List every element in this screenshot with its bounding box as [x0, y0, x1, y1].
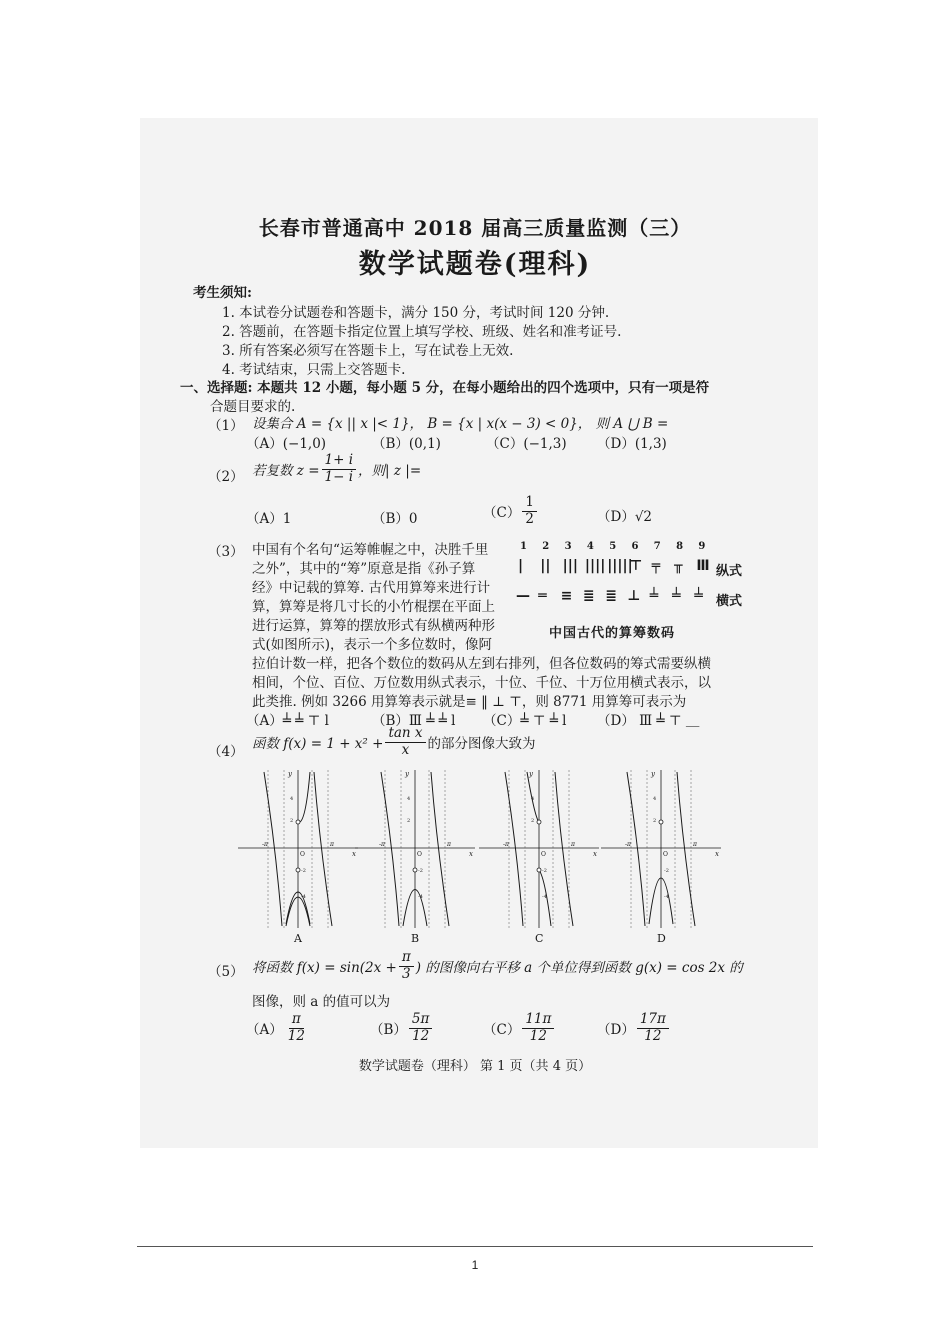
- q4-frac-den: x: [401, 741, 410, 758]
- section-heading: 一、选择题: 本题共 12 小题，每小题 5 分，在每小题给出的四个选项中，只有一项是符: [180, 380, 710, 396]
- notice-item: 4. 考试结束，只需上交答题卡.: [222, 362, 406, 378]
- rods-caption: 中国古代的算筹数码: [549, 626, 676, 641]
- q2-stem-suffix: ，则| z |=: [358, 463, 422, 480]
- rod-digit: 3: [564, 541, 572, 552]
- origin-label: O: [663, 851, 668, 858]
- q5-option-a: [246, 1012, 310, 1044]
- q3-text-line: 进行运算，算筹的摆放形式有纵横两种形: [252, 618, 495, 634]
- tick-label-pi: π: [330, 841, 334, 848]
- exam-header: 长春市普通高中 2018 届高三质量监测（三）: [258, 216, 692, 240]
- vertical-rod: |: [518, 558, 524, 574]
- q5-option-d-den: 12: [644, 1027, 662, 1044]
- rod-digit: 2: [542, 541, 550, 552]
- x-axis-label: x: [593, 850, 597, 858]
- tick-label-neg-pi: -π: [379, 841, 385, 848]
- horizontal-rod: ╧: [694, 588, 703, 604]
- curve-outer-left: [505, 772, 523, 926]
- tick-label: -4: [418, 894, 423, 900]
- q3-text-line: 相间，个位、百位、万位数用纵式表示，十位、千位、十万位用横式表示，以: [252, 675, 711, 691]
- curve-outer-left: [264, 772, 282, 926]
- tick-label-neg-pi: -π: [503, 841, 509, 848]
- q2-option-b: （B）0: [372, 511, 418, 527]
- vertical-form-label: 纵式: [716, 564, 743, 579]
- q3-option-a: （A）╧ ╧ ⊤ ⅼ: [246, 713, 329, 729]
- curve-outer-right: [677, 772, 695, 926]
- q5-option-c-num: 11π: [522, 1012, 554, 1029]
- q5-option-a-frac: [285, 1012, 308, 1044]
- curve-outer-right: [314, 772, 332, 926]
- rod-digit: 9: [698, 541, 706, 552]
- q5-stem-line2: 图像，则 a 的值可以为: [252, 994, 391, 1010]
- q5-stem: [252, 950, 743, 982]
- q5-stem-frac-den: 3: [401, 965, 411, 982]
- q4-fraction: [385, 726, 425, 758]
- graph-label: D: [657, 932, 666, 945]
- graph-panel: [355, 770, 475, 945]
- q2-option-c: [483, 495, 539, 527]
- q2-option-a: （A）1: [246, 511, 292, 527]
- horizontal-rod: ≡: [560, 588, 573, 604]
- q5-stem-fraction: [399, 950, 414, 982]
- graph-panel: [238, 770, 358, 945]
- x-axis-label: x: [469, 850, 473, 858]
- q5-option-d-label: （D）: [597, 1022, 635, 1039]
- q2-stem-prefix: 若复数 z =: [252, 463, 320, 480]
- tick-label: 2: [290, 818, 294, 824]
- vertical-rod: ||||: [584, 558, 606, 574]
- vertical-rod: ╥: [674, 558, 683, 574]
- open-point: [659, 820, 663, 824]
- tick-label: 2: [531, 818, 535, 824]
- tick-label: 4: [407, 796, 411, 802]
- tick-label: 4: [653, 796, 657, 802]
- q3-text-line: 拉伯计数一样，把各个数位的数码从左到右排列，但各位数码的筹式需要纵横: [252, 656, 711, 672]
- q5-option-d-frac: [637, 1012, 669, 1044]
- horizontal-rod: ╧: [649, 588, 659, 604]
- open-point: [537, 820, 541, 824]
- vertical-rod: ||: [540, 558, 551, 574]
- notice-item: 1. 本试卷分试题卷和答题卡，满分 150 分，考试时间 120 分钟.: [222, 305, 610, 321]
- vertical-rod: ╤: [651, 558, 661, 574]
- q1-option-b: （B）(0,1): [372, 436, 441, 452]
- q2-frac-num: 1+ i: [322, 453, 357, 470]
- rod-digit: 8: [676, 541, 684, 552]
- rod-digit: 4: [586, 541, 594, 552]
- vertical-rod: ⊤: [629, 558, 643, 574]
- q2-option-c-num: 1: [522, 495, 537, 512]
- vertical-rod: |||||: [607, 558, 633, 574]
- x-axis-label: x: [352, 850, 356, 858]
- tick-label: -4: [542, 894, 547, 900]
- q5-option-c-frac: [522, 1012, 554, 1044]
- q3-text-line: 式(如图所示)，表示一个多位数时，像阿: [252, 637, 493, 653]
- horizontal-rod: —: [516, 588, 530, 604]
- tick-label-pi: π: [571, 841, 575, 848]
- q2-option-c-frac: [522, 495, 537, 527]
- y-axis-label: y: [529, 770, 533, 778]
- vertical-rod: |||: [562, 558, 578, 574]
- notice-title: 考生须知:: [193, 285, 252, 301]
- scan-page-footer: 数学试题卷（理科） 第 1 页（共 4 页）: [358, 1059, 592, 1074]
- q5-option-c: [483, 1012, 556, 1044]
- q2-frac-den: 1− i: [324, 468, 354, 485]
- q5-option-d: [597, 1012, 671, 1044]
- tick-label: 2: [653, 818, 657, 824]
- rod-digit: 5: [609, 541, 617, 552]
- y-axis-label: y: [405, 770, 409, 778]
- curve-right: [300, 772, 310, 822]
- q4-number: （4）: [208, 744, 244, 760]
- q3-text-line: 中国有个名句“运筹帷幄之中，决胜千里: [252, 542, 489, 558]
- q1-option-c: （C）(−1,3): [486, 436, 567, 452]
- q5-stem-frac-num: π: [399, 950, 414, 967]
- horizontal-rod: ⊥: [627, 588, 641, 604]
- vertical-rod: Ⅲ: [696, 558, 710, 574]
- q5-stem-a: 将函数 f(x) = sin(2x +: [252, 960, 397, 977]
- q1-number: （1）: [208, 418, 244, 434]
- graph-panel: [479, 770, 599, 945]
- q2-number: （2）: [208, 469, 244, 485]
- q5-option-b-num: 5π: [409, 1012, 432, 1029]
- q5-option-a-den: 12: [287, 1027, 305, 1044]
- q5-option-d-num: 17π: [637, 1012, 669, 1029]
- curve-outer-left: [627, 772, 645, 926]
- open-point: [537, 868, 541, 872]
- q5-option-b: [370, 1012, 434, 1044]
- graph-label: A: [294, 932, 302, 945]
- tick-label: -2: [664, 868, 669, 874]
- q4-stem-suffix: 的部分图像大致为: [427, 736, 536, 753]
- curve-outer-right: [555, 772, 573, 926]
- origin-label: O: [541, 851, 546, 858]
- q3-text-line: 之外”，其中的“筹”原意是指《孙子算: [252, 561, 476, 577]
- horizontal-rod: ═: [538, 588, 547, 604]
- tick-label-neg-pi: -π: [625, 841, 631, 848]
- tick-label: -4: [301, 894, 306, 900]
- horizontal-form-label: 横式: [716, 594, 743, 609]
- q5-stem-b: ) 的图像向右平移 a 个单位得到函数 g(x) = cos 2x 的: [415, 960, 743, 977]
- curve-outer-left: [381, 772, 399, 926]
- tick-label: 4: [290, 796, 294, 802]
- y-axis-label: y: [651, 770, 655, 778]
- tick-label: 4: [531, 796, 535, 802]
- q3-number: （3）: [208, 544, 244, 560]
- q3-option-b: （B）Ⅲ ╧ ╧ ⅼ: [372, 713, 456, 729]
- q3-text-line: 此类推. 例如 3266 用算筹表示就是≡ ‖ ⊥ ⊤，则 8771 用算筹可表示为: [252, 694, 687, 710]
- tick-label: -2: [301, 868, 306, 874]
- open-point: [296, 820, 300, 824]
- tick-label-pi: π: [447, 841, 451, 848]
- q5-number: （5）: [208, 964, 244, 980]
- tick-label: 2: [407, 818, 411, 824]
- q1-stem: 设集合 A = {x || x |< 1}， B = {x | x(x − 3) < 0}， 则 A ⋃ B =: [252, 416, 669, 432]
- exam-title: 数学试题卷(理科): [358, 249, 592, 280]
- q2-option-c-den: 2: [525, 510, 534, 527]
- q5-option-b-frac: [409, 1012, 432, 1044]
- q1-option-a: （A）(−1,0): [246, 436, 327, 452]
- open-point: [296, 868, 300, 872]
- horizontal-rod: ≣: [582, 588, 595, 604]
- open-point: [413, 868, 417, 872]
- q2-fraction: [322, 453, 357, 485]
- q4-stem-prefix: 函数 f(x) = 1 + x² +: [252, 736, 384, 753]
- q2-option-d: （D）√2: [597, 509, 653, 525]
- tick-label: -2: [542, 868, 547, 874]
- q4-stem: [252, 726, 536, 758]
- q2-option-c-label: （C）: [483, 505, 521, 522]
- tick-label: -4: [664, 894, 669, 900]
- rod-digit: 6: [631, 541, 639, 552]
- q5-option-c-label: （C）: [483, 1022, 521, 1039]
- q1-option-d: （D）(1,3): [597, 436, 667, 452]
- q5-option-a-num: π: [289, 1012, 304, 1029]
- q5-option-a-label: （A）: [246, 1022, 283, 1039]
- footer-divider: [137, 1246, 813, 1247]
- graph-label: C: [535, 932, 544, 945]
- page-number: 1: [471, 1258, 479, 1272]
- q2-stem: [252, 453, 421, 485]
- y-axis-label: y: [288, 770, 292, 778]
- q5-option-b-label: （B）: [370, 1022, 407, 1039]
- origin-label: O: [300, 851, 305, 858]
- q4-frac-num: tan x: [385, 726, 425, 743]
- q5-option-b-den: 12: [412, 1027, 430, 1044]
- graph-panel: [601, 770, 721, 945]
- q3-option-c: （C）╧ ⊤ ╧ ⅼ: [483, 713, 567, 729]
- section-heading-cont: 合题目要求的.: [210, 399, 296, 415]
- rod-digit: 1: [520, 541, 527, 552]
- curve-outer-right: [431, 772, 449, 926]
- origin-label: O: [417, 851, 422, 858]
- q5-option-c-den: 12: [529, 1027, 547, 1044]
- horizontal-rod: ≣: [605, 588, 617, 604]
- q3-text-line: 算，算筹是将几寸长的小竹棍摆在平面上: [252, 599, 495, 615]
- notice-item: 3. 所有答案必须写在答题卡上，写在试卷上无效.: [222, 343, 514, 359]
- rod-digit: 7: [653, 541, 661, 552]
- graph-label: B: [411, 932, 420, 945]
- notice-item: 2. 答题前，在答题卡指定位置上填写学校、班级、姓名和准考证号.: [222, 324, 622, 340]
- tick-label-neg-pi: -π: [262, 841, 268, 848]
- tick-label: -2: [418, 868, 423, 874]
- q3-option-d: （D） Ⅲ ╧ ⊤ ＿: [597, 713, 700, 729]
- q3-text-line: 经》中记载的算筹. 古代用算筹来进行计: [252, 580, 491, 596]
- q4-graphs: [236, 760, 736, 950]
- x-axis-label: x: [715, 850, 719, 858]
- horizontal-rod: ╧: [672, 588, 681, 604]
- tick-label-pi: π: [693, 841, 697, 848]
